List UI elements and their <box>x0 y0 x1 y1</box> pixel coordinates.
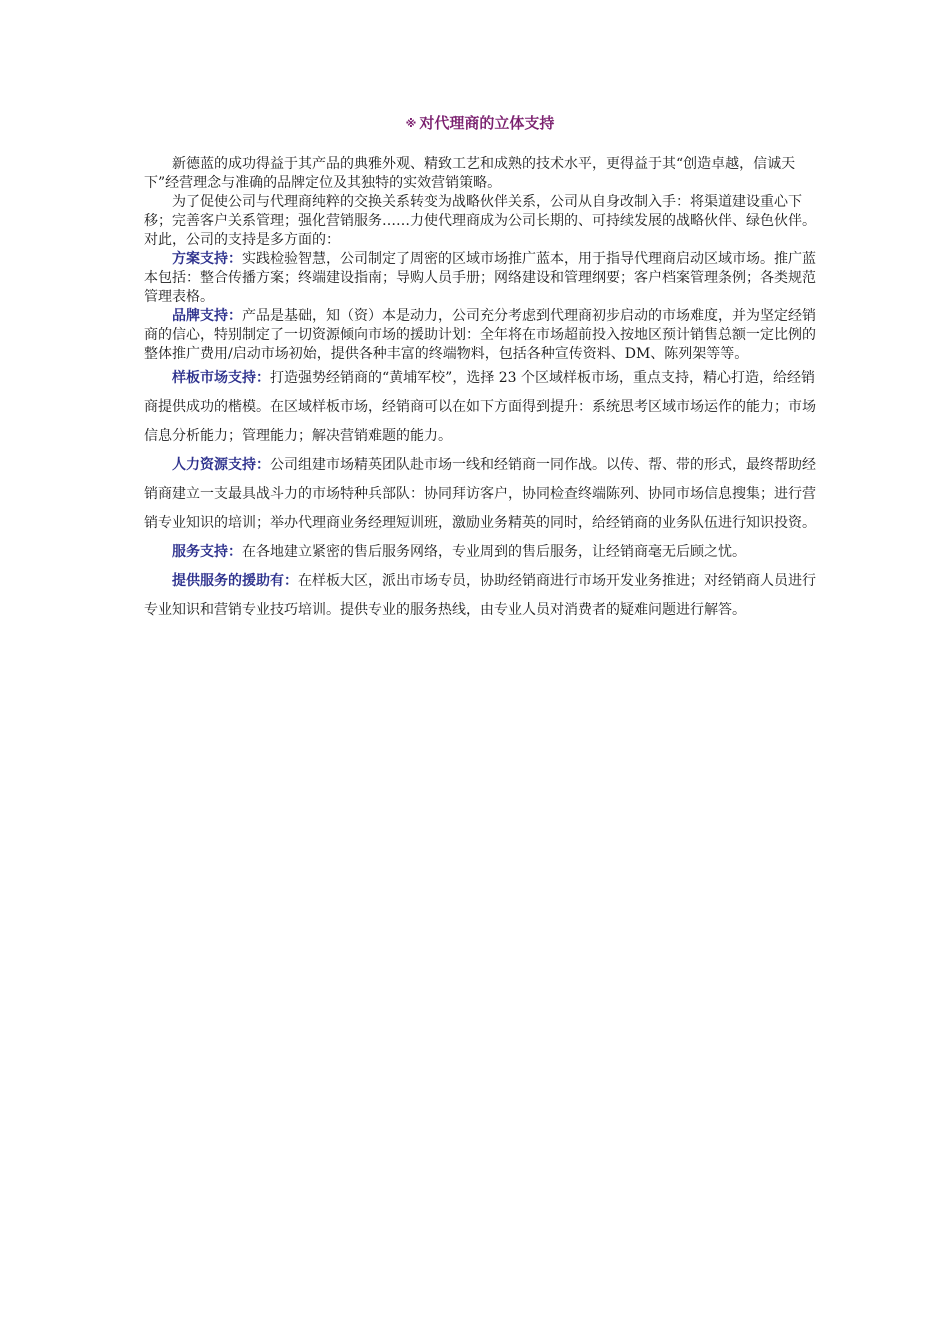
hr-support-text: 公司组建市场精英团队赴市场一线和经销商一同作战。以传、帮、带的形式，最终帮助经销商建立一支最具战斗力的市场特种兵部队：协同拜访客户，协同检查终端陈列、协同市场信息搜集；进行营销专业知识的培训；举办代理商业务经理短训班，激励业务精英的同时，给经销商的业务队伍进行知识投资。 <box>144 457 816 531</box>
hr-support-paragraph <box>144 451 816 538</box>
assist-service-text: 在样板大区，派出市场专员，协助经销商进行市场开发业务推进；对经销商人员进行专业知识和营销专业技巧培训。提供专业的服务热线，由专业人员对消费者的疑难问题进行解答。 <box>144 573 816 618</box>
service-support-heading: 服务支持： <box>172 544 242 560</box>
plan-support-paragraph <box>144 250 816 307</box>
assist-service-heading: 提供服务的援助有： <box>172 573 298 589</box>
plan-support-text: 实践检验智慧，公司制定了周密的区域市场推广蓝本，用于指导代理商启动区域市场。推广蓝本包括：整合传播方案；终端建设指南；导购人员手册；网络建设和管理纲要；客户档案管理条例；各类规范管理表格。 <box>144 251 816 305</box>
hr-support-heading: 人力资源支持： <box>172 457 270 473</box>
brand-support-heading: 品牌支持： <box>172 308 242 324</box>
intro-paragraph-2: 为了促使公司与代理商纯粹的交换关系转变为战略伙伴关系，公司从自身改制入手：将渠道建设重心下移；完善客户关系管理；强化营销服务……力使代理商成为公司长期的、可持续发展的战略伙伴、绿色伙伴。对此，公司的支持是多方面的： <box>144 194 816 248</box>
page-title-text: 对代理商的立体支持 <box>419 114 555 132</box>
brand-support-text: 产品是基础，知（资）本是动力，公司充分考虑到代理商初步启动的市场难度，并为坚定经销商的信心，特别制定了一切资源倾向市场的援助计划：全年将在市场超前投入按地区预计销售总额一定比例的整体推广费用/启动市场初始，提供各种丰富的终端物料，包括各种宣传资料、DM、陈列架等等。 <box>144 308 816 362</box>
model-market-support-text: 打造强势经销商的“黄埔军校”，选择 23 个区域样板市场，重点支持，精心打造，给经销商提供成功的楷模。在区域样板市场，经销商可以在如下方面得到提升：系统思考区域市场运作的能力；市场信息分析能力；管理能力；解决营销难题的能力。 <box>144 370 816 444</box>
page-title <box>144 112 816 135</box>
brand-support-paragraph <box>144 307 816 364</box>
assist-service-paragraph <box>144 567 816 625</box>
document-page <box>144 112 816 625</box>
model-market-support-paragraph <box>144 364 816 451</box>
service-support-text: 在各地建立紧密的售后服务网络，专业周到的售后服务，让经销商毫无后顾之忧。 <box>242 544 746 560</box>
model-market-support-heading: 样板市场支持： <box>172 370 270 386</box>
plan-support-heading: 方案支持： <box>172 251 242 267</box>
service-support-paragraph <box>144 538 816 567</box>
intro-paragraph-1: 新德蓝的成功得益于其产品的典雅外观、精致工艺和成熟的技术水平，更得益于其“创造卓越，信诚天下”经营理念与准确的品牌定位及其独特的实效营销策略。 <box>144 156 796 191</box>
reference-mark-icon: ※ <box>405 117 417 130</box>
